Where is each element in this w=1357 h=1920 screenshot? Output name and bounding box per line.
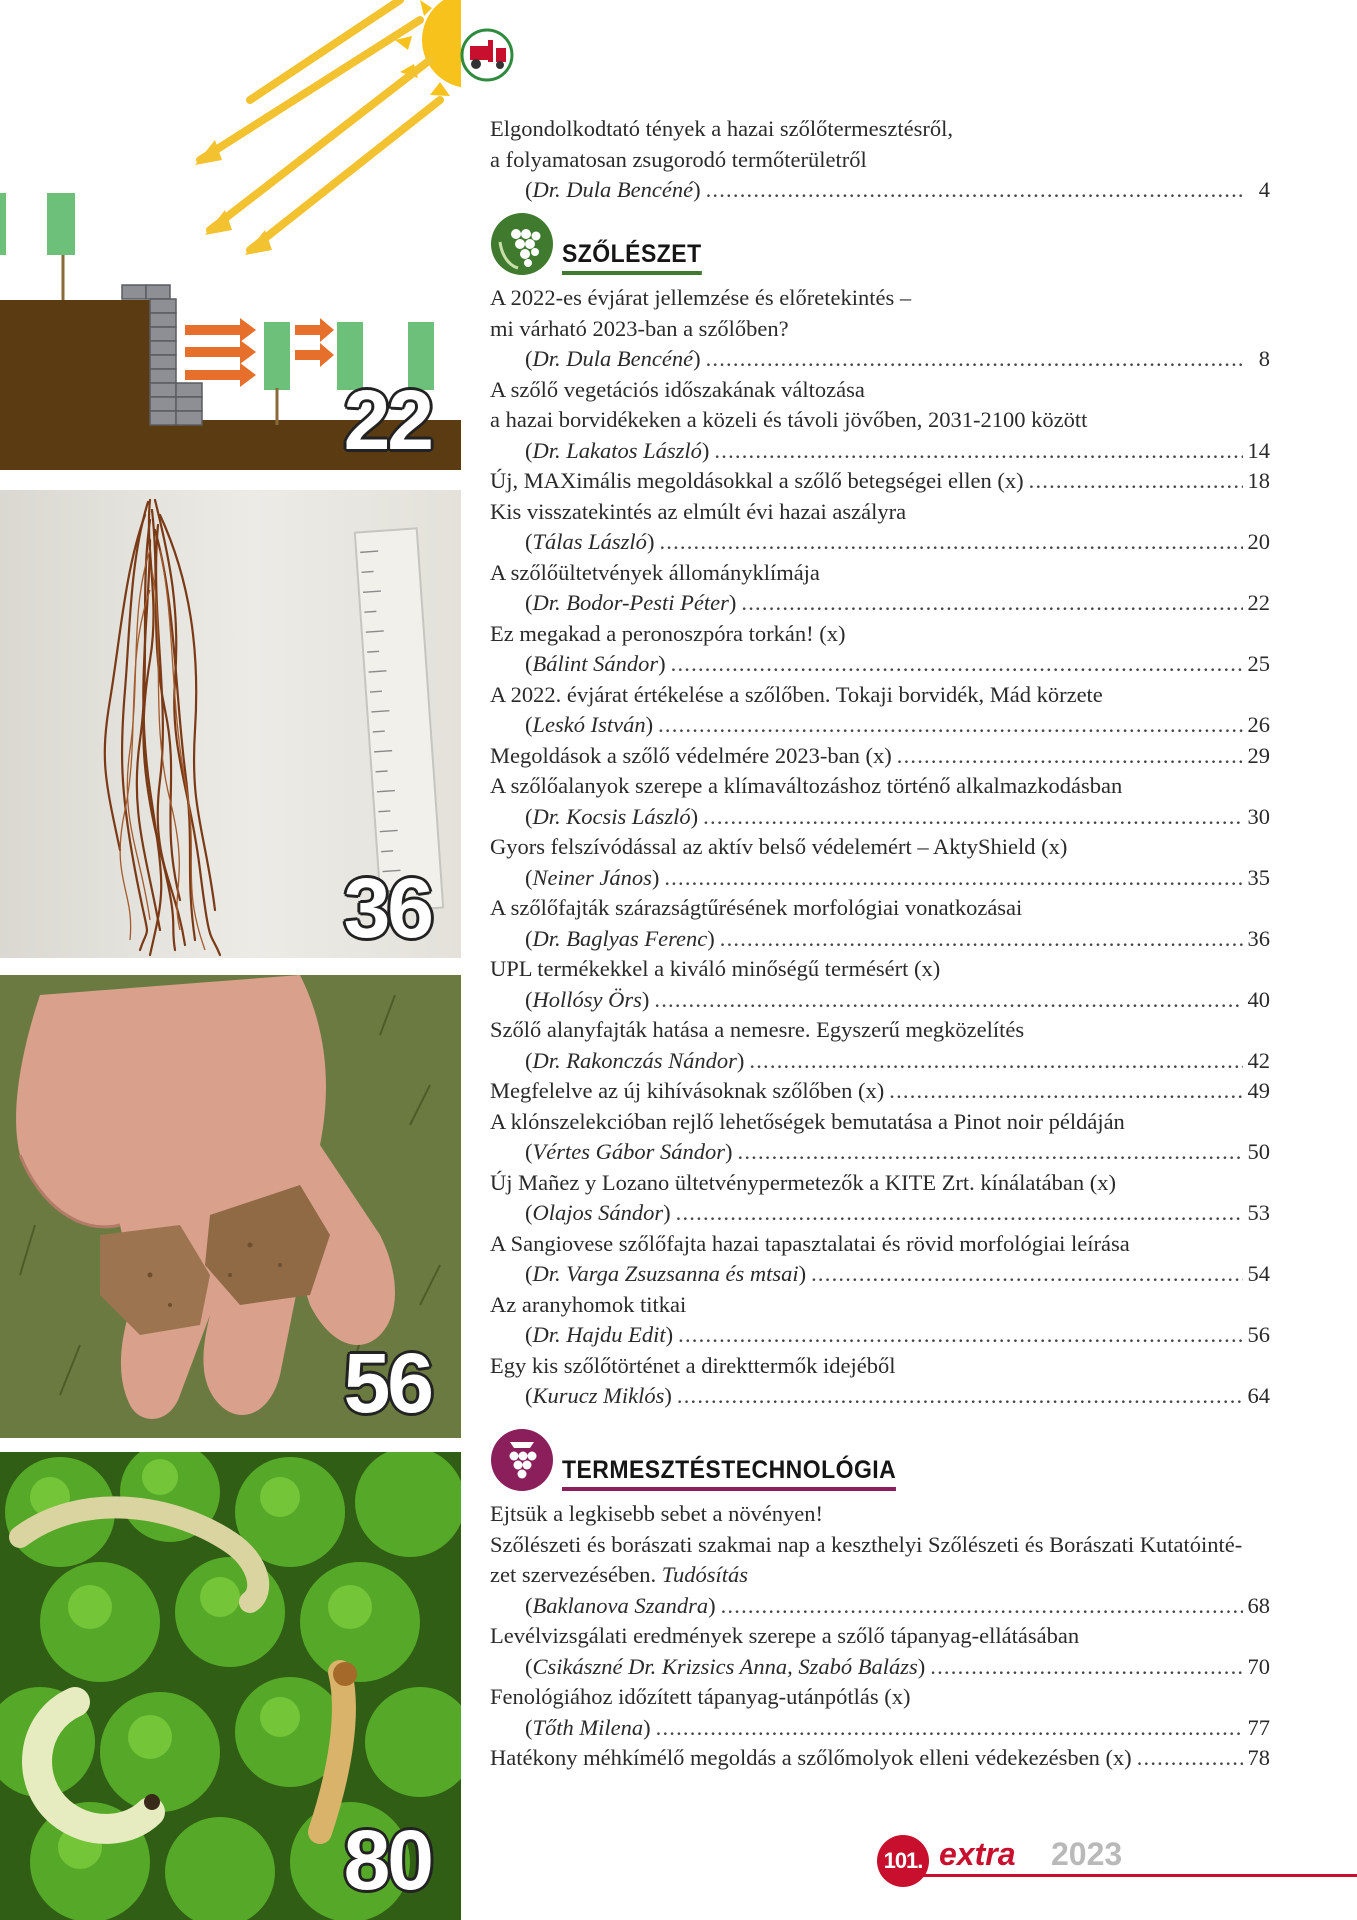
- entry-title-line: A szőlőalanyok szerepe a klímaváltozáshoz történő alkalmazkodásban: [490, 773, 1123, 798]
- magazine-logo-badge: 101.: [877, 1835, 929, 1887]
- toc-entry[interactable]: [490, 741, 1270, 772]
- entry-page-number: 40: [1247, 986, 1270, 1012]
- entry-author: Dr. Kocsis László: [532, 803, 691, 829]
- toc-entry[interactable]: [490, 1499, 1270, 1621]
- dot-leader: [811, 1259, 1242, 1290]
- toc-entry[interactable]: [490, 893, 1270, 954]
- entry-page-number: 68: [1247, 1592, 1270, 1618]
- page-number-22: 22: [343, 373, 431, 467]
- entry-title-line: Szőlő alanyfajták hatása a nemesre. Egyszerű megközelítés: [490, 1017, 1025, 1042]
- toc-entry[interactable]: [490, 1290, 1270, 1351]
- toc-entry[interactable]: [490, 466, 1270, 497]
- entry-page-number: 49: [1247, 1078, 1270, 1103]
- entry-title-line: UPL termékekkel a kiváló minőségű termésért (x): [490, 956, 941, 981]
- entry-author-line: (Hollósy Örs) ..... 40: [490, 985, 1270, 1016]
- intro-entry[interactable]: [490, 114, 1270, 206]
- entry-title-text: zet szervezésében.: [490, 1562, 662, 1587]
- entry-author: Dr. Lakatos László: [532, 437, 702, 463]
- entry-title-line: [490, 1076, 1270, 1107]
- dot-leader: [706, 344, 1243, 375]
- toc-entry[interactable]: [490, 619, 1270, 680]
- soil-hand-photo-panel: [0, 975, 461, 1438]
- entry-page-number: 77: [1247, 1714, 1270, 1740]
- entry-author-line: (Olajos Sándor) ..... 53: [490, 1198, 1270, 1229]
- entry-title-line: A szőlőfajták szárazságtűrésének morfológiai vonatkozásai: [490, 895, 1023, 920]
- toc-entry[interactable]: [490, 1351, 1270, 1412]
- entry-title-line: [490, 1560, 1270, 1591]
- entry-title-line: mi várható 2023-ban a szőlőben?: [490, 315, 789, 341]
- toc-entry[interactable]: [490, 954, 1270, 1015]
- toc-entry[interactable]: [490, 1076, 1270, 1107]
- dot-leader: [664, 863, 1242, 894]
- toc-entry[interactable]: [490, 1229, 1270, 1290]
- entry-page-number: 78: [1247, 1745, 1270, 1770]
- tractor-logo-icon: [460, 28, 514, 82]
- dot-leader: [658, 710, 1242, 741]
- entry-title-line: A 2022-es évjárat jellemzése és előretekintés –: [490, 285, 912, 310]
- report-label: Tudósítás: [661, 1562, 749, 1587]
- section-termesztestechnologia-entries: [490, 1499, 1270, 1774]
- entry-title: Megfelelve az új kihívásoknak szőlőben (x): [490, 1078, 885, 1103]
- entry-author-line: (Vértes Gábor Sándor) ..... 50: [490, 1137, 1270, 1168]
- entry-page-number: 36: [1247, 925, 1270, 951]
- entry-page-number: 30: [1247, 803, 1270, 829]
- toc-entry[interactable]: [490, 375, 1270, 467]
- magazine-footer: [877, 1830, 1357, 1890]
- entry-author-line: (Bálint Sándor) ..... 25: [490, 649, 1270, 680]
- entry-title: Új, MAXimális megoldásokkal a szőlő betegségei ellen (x): [490, 468, 1024, 493]
- dot-leader: [659, 527, 1242, 558]
- magazine-edition: extra: [939, 1836, 1016, 1872]
- page-number-80: 80: [343, 1813, 431, 1907]
- dot-leader: [671, 649, 1243, 680]
- dot-leader: [714, 436, 1242, 467]
- entry-title: Megoldások a szőlő védelmére 2023-ban (x): [490, 742, 892, 768]
- entry-page-number: 42: [1247, 1047, 1270, 1073]
- entry-title-line: A szőlő vegetációs időszakának változása: [490, 376, 865, 402]
- dot-leader: [721, 1591, 1243, 1622]
- entry-page-number: 14: [1247, 437, 1270, 463]
- toc-entry[interactable]: [490, 1743, 1270, 1774]
- magazine-year: 2023: [1051, 1836, 1123, 1872]
- section-title: TERMESZTÉSTECHNOLÓGIA: [562, 1456, 896, 1491]
- entry-author: Dr. Dula Bencéné: [532, 346, 694, 371]
- entry-author: Neiner János: [532, 864, 652, 890]
- toc-entry[interactable]: [490, 1621, 1270, 1682]
- grape-cluster-icon: [490, 1428, 554, 1492]
- entry-title-line: Ez megakad a peronoszpóra torkán! (x): [490, 620, 846, 646]
- entry-title-line: A klónszelekcióban rejlő lehetőségek bemutatása a Pinot noir példáján: [490, 1108, 1125, 1134]
- entry-author: Dr. Dula Bencéné: [532, 177, 694, 202]
- entry-page-number: 29: [1247, 742, 1270, 768]
- dot-leader: [656, 1713, 1243, 1744]
- dot-leader: [1137, 1743, 1243, 1774]
- entry-page-number: 35: [1247, 864, 1270, 890]
- grape-leaf-icon: [490, 212, 554, 276]
- entry-author: Hollósy Örs: [532, 986, 642, 1012]
- entry-author-line: (Neiner János) ..... 35: [490, 863, 1270, 894]
- entry-page-number: 18: [1247, 468, 1270, 493]
- entry-title-line: Szőlészeti és borászati szakmai nap a keszthelyi Szőlészeti és Borászati Kutatóinté-: [490, 1531, 1243, 1557]
- entry-author: Tőth Milena: [532, 1714, 644, 1740]
- toc-entry[interactable]: [490, 283, 1270, 375]
- roots-photo-panel: [0, 490, 461, 958]
- entry-page-number: 53: [1247, 1200, 1270, 1225]
- toc-entry[interactable]: [490, 832, 1270, 893]
- toc-entry[interactable]: [490, 771, 1270, 832]
- entry-page-number: 22: [1247, 590, 1270, 615]
- toc-entry[interactable]: [490, 1015, 1270, 1076]
- dot-leader: [706, 175, 1243, 206]
- entry-author: Dr. Rakonczás Nándor: [532, 1047, 737, 1073]
- entry-title-line: Kis visszatekintés az elmúlt évi hazai aszályra: [490, 498, 907, 524]
- entry-page-number: 4: [1258, 177, 1270, 202]
- entry-title-line: Az aranyhomok titkai: [490, 1291, 687, 1317]
- entry-title-line: [490, 1743, 1270, 1774]
- dot-leader: [654, 985, 1242, 1016]
- entry-page-number: 56: [1247, 1322, 1270, 1347]
- entry-page-number: 50: [1247, 1139, 1270, 1164]
- entry-author: Vértes Gábor Sándor: [532, 1139, 725, 1164]
- dot-leader: [677, 1381, 1243, 1412]
- toc-entry[interactable]: [490, 558, 1270, 619]
- entry-title-line: A szőlőültetvények állományklímája: [490, 559, 820, 585]
- entry-author-line: (Csikászné Dr. Krizsics Anna, Szabó Balázs) ..... 70: [490, 1652, 1270, 1683]
- dot-leader: [738, 1137, 1243, 1168]
- dot-leader: [720, 924, 1243, 955]
- entry-author-line: (Tőth Milena) ..... 77: [490, 1713, 1270, 1744]
- larvae-photo-panel: [0, 1452, 461, 1920]
- entry-title-line: Gyors felszívódással az aktív belső védelemért – AktyShield (x): [490, 834, 1068, 859]
- entry-author: Dr. Baglyas Ferenc: [532, 925, 708, 951]
- toc-entry[interactable]: [490, 1682, 1270, 1743]
- entry-page-number: 54: [1247, 1261, 1270, 1286]
- entry-page-number: 25: [1247, 651, 1270, 676]
- entry-page-number: 70: [1247, 1653, 1270, 1679]
- toc-entry[interactable]: [490, 1168, 1270, 1229]
- entry-author: Leskó István: [532, 712, 646, 737]
- page-number-56: 56: [343, 1336, 431, 1430]
- entry-title-line: a folyamatosan zsugorodó termőterületről: [490, 146, 867, 172]
- entry-title-line: Elgondolkodtató tények a hazai szőlőtermesztésről,: [490, 116, 953, 141]
- entry-author-line: (Dr. Baglyas Ferenc) ..... 36: [490, 924, 1270, 955]
- entry-author: Bálint Sándor: [532, 651, 659, 676]
- dot-leader: [676, 1198, 1243, 1229]
- entry-page-number: 20: [1247, 529, 1270, 554]
- entry-author: Csikászné Dr. Krizsics Anna, Szabó Balázs: [532, 1653, 918, 1679]
- entry-author: Dr. Varga Zsuzsanna és mtsai: [532, 1261, 799, 1286]
- entry-author: Tálas László: [532, 529, 647, 554]
- climate-illustration-panel: [0, 0, 461, 470]
- entry-author-line: (Baklanova Szandra) ..... 68: [490, 1591, 1270, 1622]
- entry-author-line: (Dr. Varga Zsuzsanna és mtsai) ..... 54: [490, 1259, 1270, 1290]
- toc-entry[interactable]: [490, 497, 1270, 558]
- entry-author-line: (Tálas László) ..... 20: [490, 527, 1270, 558]
- entry-author: Baklanova Szandra: [532, 1592, 709, 1618]
- entry-author-line: (Dr. Hajdu Edit) ..... 56: [490, 1320, 1270, 1351]
- dot-leader: [741, 588, 1242, 619]
- dot-leader: [897, 741, 1243, 772]
- entry-title-line: Egy kis szőlőtörténet a direkttermők idejéből: [490, 1352, 896, 1378]
- entry-author-line: (Dr. Lakatos László) ..... 14: [490, 436, 1270, 467]
- dot-leader: [930, 1652, 1242, 1683]
- entry-author: Olajos Sándor: [532, 1200, 664, 1225]
- dot-leader: [1029, 466, 1243, 497]
- entry-title-line: Fenológiához időzített tápanyag-utánpótlás (x): [490, 1684, 911, 1709]
- entry-author-line: (Kurucz Miklós) ..... 64: [490, 1381, 1270, 1412]
- entry-title: Hatékony méhkímélő megoldás a szőlőmolyok elleni védekezésben (x): [490, 1745, 1132, 1770]
- toc-entry[interactable]: [490, 680, 1270, 741]
- entry-title-line: [490, 466, 1270, 497]
- entry-title-line: A 2022. évjárat értékelése a szőlőben. Tokaji borvidék, Mád körzete: [490, 681, 1103, 707]
- toc-entry[interactable]: [490, 1107, 1270, 1168]
- photo-column: [0, 0, 461, 1920]
- section-title: SZŐLÉSZET: [562, 240, 702, 275]
- dot-leader: [678, 1320, 1242, 1351]
- entry-title-line: Ejtsük a legkisebb sebet a növényen!: [490, 1501, 824, 1526]
- entry-author-line: (Leskó István) ..... 26: [490, 710, 1270, 741]
- entry-author: Dr. Bodor-Pesti Péter: [532, 590, 729, 615]
- entry-author-line: (Dr. Kocsis László) ..... 30: [490, 802, 1270, 833]
- entry-author-line: (Dr. Rakonczás Nándor) ..... 42: [490, 1046, 1270, 1077]
- entry-page-number: 26: [1247, 712, 1270, 737]
- section-szoleszet-entries: [490, 283, 1270, 1412]
- entry-author-line: (Dr. Dula Bencéné) ..... 4: [490, 175, 1270, 206]
- entry-title-line: a hazai borvidékeken a közeli és távoli jövőben, 2031-2100 között: [490, 407, 1088, 432]
- entry-page-number: 64: [1247, 1383, 1270, 1408]
- dot-leader: [889, 1076, 1242, 1107]
- entry-author-line: (Dr. Bodor-Pesti Péter) ..... 22: [490, 588, 1270, 619]
- entry-title-line: Levélvizsgálati eredmények szerepe a szőlő tápanyag-ellátásában: [490, 1623, 1080, 1648]
- entry-author: Dr. Hajdu Edit: [532, 1322, 666, 1347]
- entry-title-line: A Sangiovese szőlőfajta hazai tapasztalatai és rövid morfológiai leírása: [490, 1230, 1130, 1256]
- dot-leader: [703, 802, 1242, 833]
- entry-title-line: Új Mañez y Lozano ültetvénypermetezők a KITE Zrt. kínálatában (x): [490, 1169, 1116, 1195]
- entry-author: Kurucz Miklós: [532, 1383, 665, 1408]
- page-number-36: 36: [343, 861, 431, 955]
- entry-page-number: 8: [1258, 346, 1270, 371]
- dot-leader: [749, 1046, 1242, 1077]
- entry-author-line: (Dr. Dula Bencéné) ..... 8: [490, 344, 1270, 375]
- footer-rule: [913, 1874, 1357, 1877]
- entry-title-line: [490, 741, 1270, 772]
